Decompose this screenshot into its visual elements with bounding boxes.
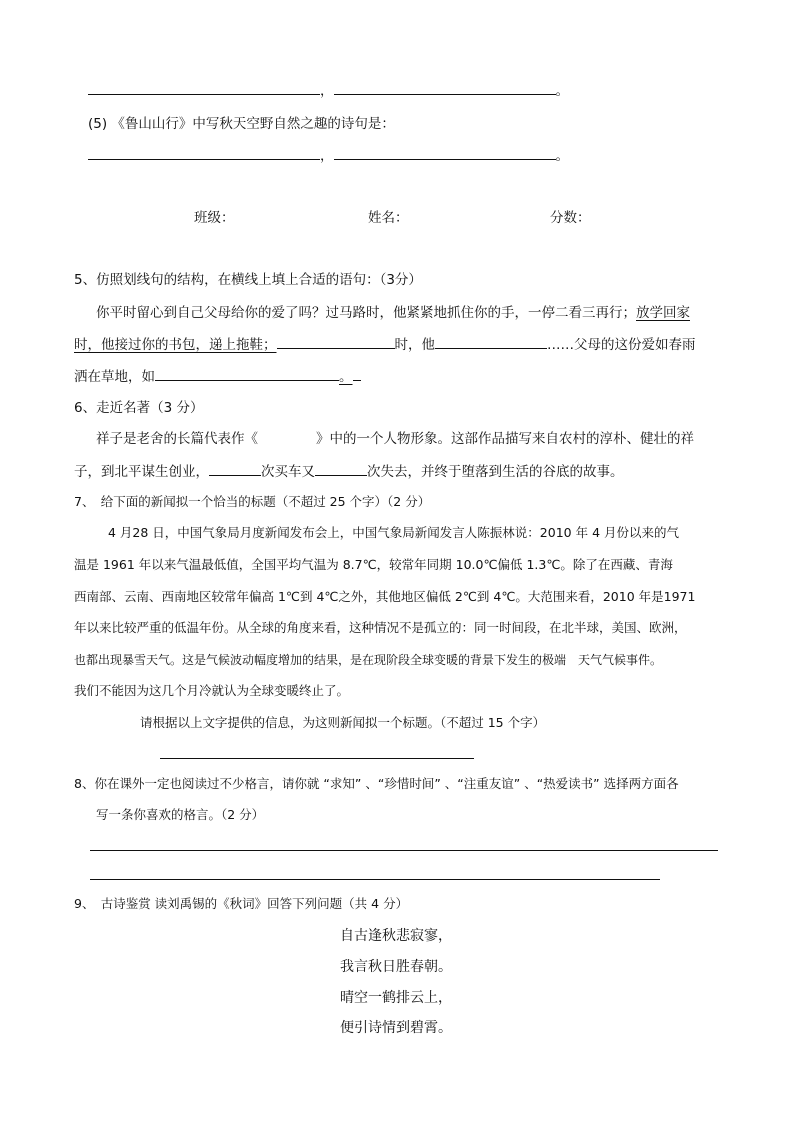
q7-instruction: 请根据以上文字提供的信息，为这则新闻拟一个标题。（不超过 15 个字）	[140, 715, 546, 730]
q7-news-line-6: 我们不能因为这几个月冷就认为全球变暖终止了。	[74, 683, 350, 698]
answer-blank[interactable]	[435, 334, 547, 349]
q8-answer-line-1[interactable]	[90, 850, 718, 851]
answer-blank[interactable]	[155, 366, 339, 381]
q5-paragraph-line-1: 你平时留心到自己父母给你的爱了吗？过马路时，他紧紧地抓住你的手，一停二看三再行；放学回家	[96, 305, 690, 321]
answer-blank[interactable]	[88, 145, 320, 160]
name-label: 姓名：	[368, 210, 409, 226]
q4-answer-line-1: ， 。	[88, 80, 569, 101]
answer-blank[interactable]	[88, 80, 320, 95]
q7-title: 7、 给下面的新闻拟一个恰当的标题（不超过 25 个字）（2 分）	[74, 494, 431, 509]
q6-title: 6、走近名著（3 分）	[74, 400, 204, 416]
q5-paragraph-line-3: 洒在草地，如 。	[74, 366, 361, 387]
q5-title: 5、仿照划线句的结构，在横线上填上合适的语句：（3分）	[74, 272, 422, 288]
q8-title: 8、你在课外一定也阅读过不少格言，请你就 “求知” 、“珍惜时间” 、“注重友谊” 、“热爱读书” 选择两方面各	[74, 776, 679, 791]
q4-answer-line-2: ， 。	[88, 145, 569, 166]
q6-paragraph-line-2: 子，到北平谋生创业， 次买车又 次失去，并终于堕落到生活的谷底的故事。	[74, 461, 624, 482]
q7-news-line-5: 也都出现暴雪天气。这是气候波动幅度增加的结果，是在现阶段全球变暖的背景下发生的极端 天气气候事件。	[74, 653, 663, 667]
answer-blank[interactable]	[334, 80, 556, 95]
q7-answer-line[interactable]	[160, 758, 474, 759]
score-label: 分数：	[550, 210, 591, 226]
q8-answer-line-2[interactable]	[90, 879, 660, 880]
poem-line-2: 我言秋日胜春朝。	[340, 959, 452, 975]
q9-title: 9、 古诗鉴赏 读刘禹锡的《秋词》回答下列问题（共 4 分）	[74, 896, 409, 911]
answer-blank[interactable]	[277, 334, 395, 349]
answer-blank[interactable]	[209, 461, 261, 476]
poem-line-1: 自古逢秋悲寂寥，	[340, 928, 452, 944]
answer-blank[interactable]	[315, 461, 367, 476]
q7-news-line-1: 4 月28 日，中国气象局月度新闻发布会上，中国气象局新闻发言人陈振林说：2010 年 4 月份以来的气	[108, 525, 679, 540]
q5-paragraph-line-2: 时，他接过你的书包，递上拖鞋； 时，他 ……父母的这份爱如春雨	[74, 334, 696, 355]
class-label: 班级：	[194, 210, 235, 226]
q7-news-line-3: 西南部、云南、西南地区较常年偏高 1℃到 4℃之外，其他地区偏低 2℃到 4℃。大范围来看，2010 年是1971	[74, 589, 696, 604]
poem-line-4: 便引诗情到碧霄。	[340, 1020, 452, 1036]
poem-line-3: 晴空一鹤排云上，	[340, 990, 452, 1006]
q7-news-line-2: 温是 1961 年以来气温最低值，全国平均气温为 8.7℃，较常年同期 10.0℃偏低 1.3℃。除了在西藏、青海	[74, 557, 673, 572]
q6-paragraph-line-1: 祥子是老舍的长篇代表作《 》中的一个人物形象。这部作品描写来自农村的淳朴、健壮的祥	[96, 431, 694, 447]
q8-title-line-2: 写一条你喜欢的格言。（2 分）	[96, 807, 265, 822]
answer-blank[interactable]	[334, 145, 556, 160]
q4-item-5: (5) 《鲁山山行》中写秋天空野自然之趣的诗句是：	[88, 116, 395, 132]
q7-news-line-4: 年以来比较严重的低温年份。从全球的角度来看，这种情况不是孤立的：同一时间段，在北半球，美国、欧洲，	[74, 620, 687, 635]
